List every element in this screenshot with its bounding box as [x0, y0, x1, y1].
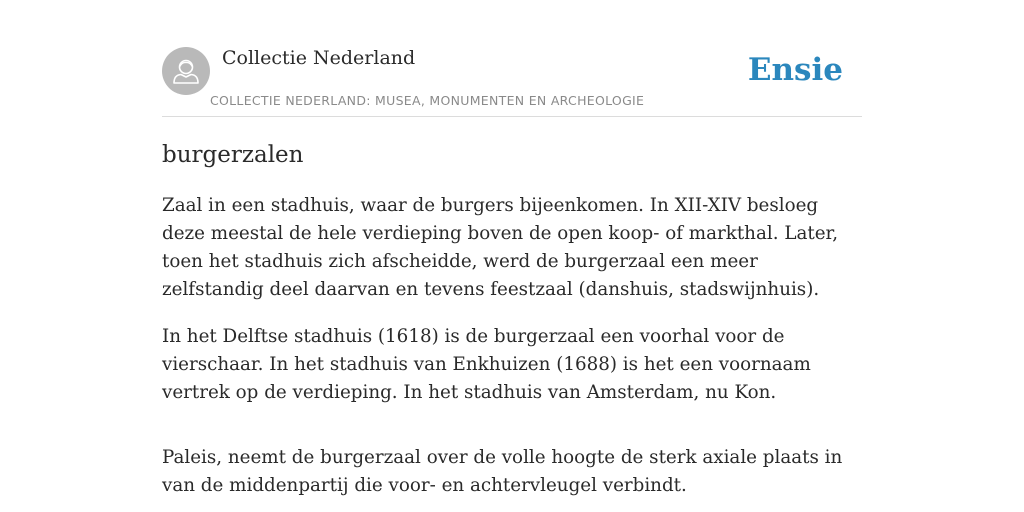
article-body [162, 192, 862, 512]
author-header [162, 46, 862, 117]
article-title: burgerzalen [162, 142, 304, 168]
user-icon [162, 47, 210, 95]
paragraph: In het Delftse stadhuis (1618) is de burgerzaal een voorhal voor de vierschaar. In het stadhuis van Enkhuizen (1688) is het een voornaam vertrek op de verdieping. In het stadhuis van Amsterdam, nu Kon. [162, 326, 811, 403]
author-subtitle: COLLECTIE NEDERLAND: MUSEA, MONUMENTEN EN ARCHEOLOGIE [210, 93, 645, 108]
paragraph: Zaal in een stadhuis, waar de burgers bijeenkomen. In XII-XIV besloeg deze meestal de hele verdieping boven de open koop- of markthal. Later, toen het stadhuis zich afscheidde, werd de burgerzaal een meer zelfstandig deel daarvan en tevens feestzaal (danshuis, stadswijnhuis). [162, 195, 839, 300]
avatar[interactable] [162, 47, 210, 95]
paragraph: Paleis, neemt de burgerzaal over de volle hoogte de sterk axiale plaats in van de middenpartij die voor- en achtervleugel verbindt. [162, 447, 843, 496]
author-name[interactable]: Collectie Nederland [222, 47, 416, 69]
brand-logo[interactable]: Ensie [747, 52, 843, 88]
